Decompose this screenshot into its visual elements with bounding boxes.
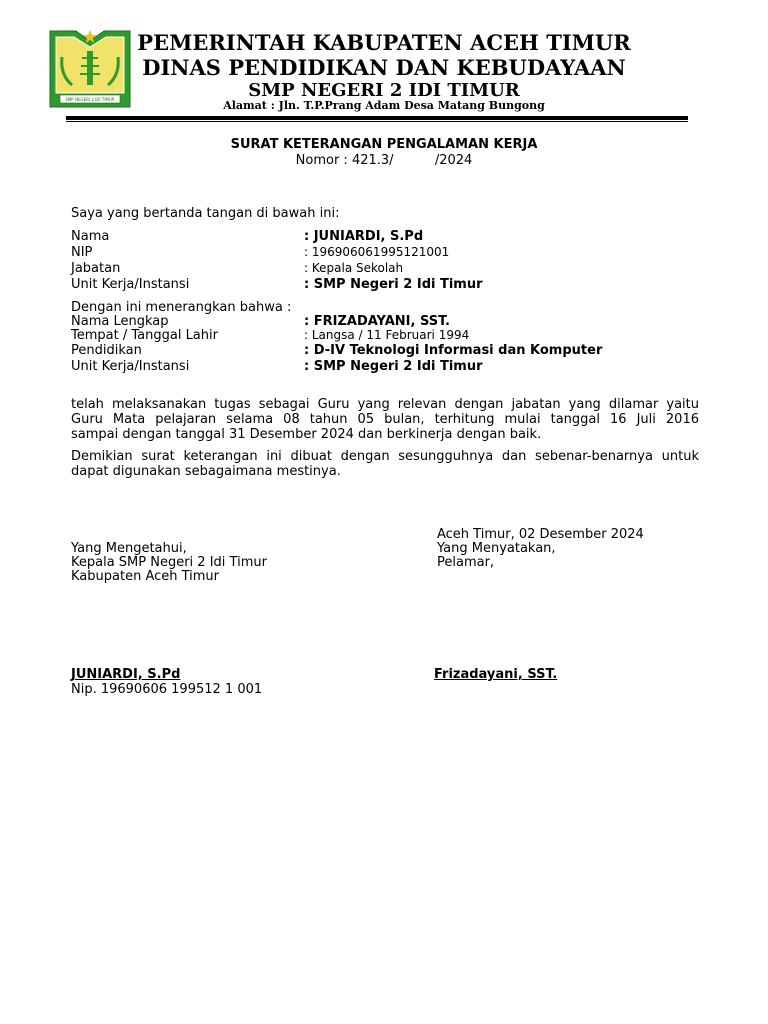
field-value: : SMP Negeri 2 Idi Timur <box>304 277 483 292</box>
letterhead-divider-thin <box>66 121 688 122</box>
left-signatory-name: JUNIARDI, S.Pd <box>71 667 181 682</box>
field-value: : FRIZADAYANI, SST. <box>304 314 450 329</box>
subject-row-birth <box>71 328 711 344</box>
field-label: Jabatan <box>71 261 121 276</box>
place-date: Aceh Timur, 02 Desember 2024 <box>437 527 644 542</box>
right-sign-line1: Yang Menyatakan, <box>437 541 556 556</box>
letterhead-line2: DINAS PENDIDIKAN DAN KEBUDAYAAN <box>142 55 626 80</box>
closing-line-2: dapat digunakan sebagaimana mestinya. <box>71 464 341 479</box>
declaration-text: Dengan ini menerangkan bahwa : <box>71 300 292 315</box>
right-signatory-name: Frizadayani, SST. <box>434 667 558 682</box>
subject-row-education <box>71 343 711 359</box>
document-number: Nomor : 421.3/ /2024 <box>295 153 473 168</box>
field-value: : SMP Negeri 2 Idi Timur <box>304 359 483 374</box>
body-line-3: sampai dengan tanggal 31 Desember 2024 dan berkinerja dengan baik. <box>71 427 542 442</box>
intro-text: Saya yang bertanda tangan di bawah ini: <box>71 206 340 221</box>
signer-row-nip <box>71 245 711 261</box>
field-label: Pendidikan <box>71 343 142 358</box>
field-label: Tempat / Tanggal Lahir <box>71 328 218 343</box>
field-value: : Kepala Sekolah <box>304 261 404 275</box>
svg-text:SMP NEGERI 2 IDI TIMUR: SMP NEGERI 2 IDI TIMUR <box>65 97 115 102</box>
closing-line-1: Demikian surat keterangan ini dibuat dengan sesungguhnya dan sebenar-benarnya untuk <box>71 449 699 464</box>
document-title: SURAT KETERANGAN PENGALAMAN KERJA <box>230 137 538 152</box>
signer-row-unit <box>71 277 711 293</box>
field-label: NIP <box>71 245 93 260</box>
body-line-1: telah melaksanakan tugas sebagai Guru yang relevan dengan jabatan yang dilamar yaitu <box>71 397 699 412</box>
field-label: Nama <box>71 229 110 244</box>
field-value: : Langsa / 11 Februari 1994 <box>304 328 470 342</box>
letterhead-line1: PEMERINTAH KABUPATEN ACEH TIMUR <box>137 30 631 55</box>
field-label: Unit Kerja/Instansi <box>71 359 190 374</box>
subject-row-unit <box>71 359 711 375</box>
body-line-2: Guru Mata pelajaran selama 08 tahun 05 bulan, terhitung mulai tanggal 16 Juli 2016 <box>71 412 699 427</box>
right-sign-line2: Pelamar, <box>437 555 495 570</box>
signer-row-name <box>71 229 711 245</box>
field-label: Nama Lengkap <box>71 314 169 329</box>
letterhead-address: Alamat : Jln. T.P.Prang Adam Desa Matang Bungong <box>223 99 545 112</box>
letterhead-divider <box>66 116 688 120</box>
left-sign-line2: Kepala SMP Negeri 2 Idi Timur <box>71 555 267 570</box>
field-value: : JUNIARDI, S.Pd <box>304 229 424 244</box>
signer-row-position <box>71 261 711 277</box>
letterhead-school: SMP NEGERI 2 IDI TIMUR <box>248 80 520 101</box>
field-label: Unit Kerja/Instansi <box>71 277 190 292</box>
field-value: : D-IV Teknologi Informasi dan Komputer <box>304 343 603 358</box>
left-signatory-nip: Nip. 19690606 199512 1 001 <box>71 682 263 697</box>
left-sign-line3: Kabupaten Aceh Timur <box>71 569 220 584</box>
left-sign-line1: Yang Mengetahui, <box>71 541 187 556</box>
field-value: : 196906061995121001 <box>304 245 450 259</box>
